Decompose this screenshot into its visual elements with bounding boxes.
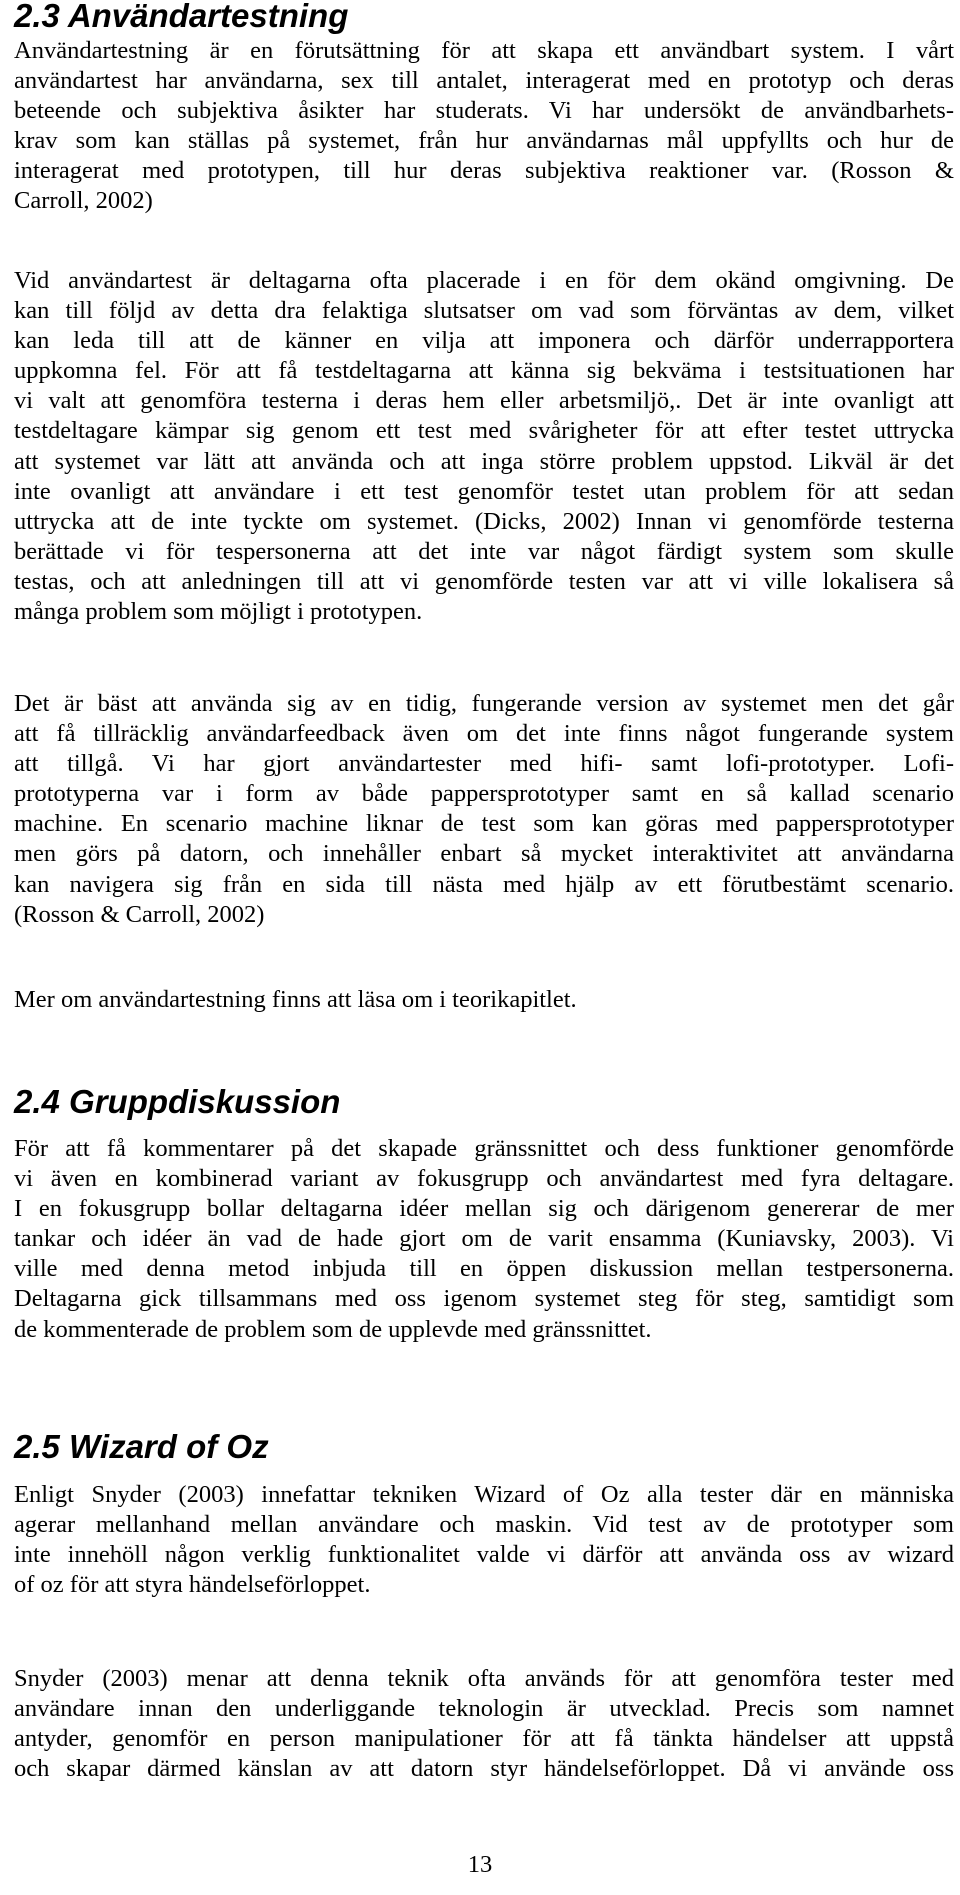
text-line: inte innehöll någon verklig funktionalitet valde vi därför att använda oss av wizard (14, 1541, 954, 1569)
text-line: vi valt att genomföra testerna i deras hem eller arbetsmiljö,. Det är inte ovanligt att (14, 387, 954, 415)
text-line: testdeltagare kämpar sig genom ett test med svårigheter för att efter testet uttrycka (14, 417, 954, 445)
text-line: kan till följd av detta dra felaktiga slutsatser om vad som förväntas av dem, vilket (14, 297, 954, 325)
text-line: Användartestning är en förutsättning för att skapa ett användbart system. I vårt (14, 37, 954, 64)
text-line: Deltagarna gick tillsammans med oss igenom systemet steg för steg, samtidigt som (14, 1285, 954, 1313)
text-line: Mer om användartestning finns att läsa om i teorikapitlet. (14, 986, 577, 1013)
text-line: krav som kan ställas på systemet, från hur användarnas mål uppfyllts och hur de (14, 127, 954, 155)
text-line: de kommenterade de problem som de upplevde med gränssnittet. (14, 1315, 652, 1343)
text-line: kan navigera sig från en sida till nästa med hjälp av ett förutbestämt scenario. (14, 870, 954, 898)
text-line: Carroll, 2002) (14, 187, 153, 215)
text-line: och skapar därmed känslan av att datorn styr händelseförloppet. Då vi använde oss (14, 1755, 954, 1783)
paragraph (14, 985, 954, 1015)
text-line: uppkomna fel. För att få testdeltagarna att känna sig bekväma i testsituationen har (14, 357, 954, 385)
text-line: Enligt Snyder (2003) innefattar tekniken Wizard of Oz alla tester där en människa (14, 1481, 954, 1508)
section-heading: 2.3 Användartestning (14, 0, 349, 34)
text-line: att tillgå. Vi har gjort användartester med hifi- samt lofi-prototyper. Lofi- (14, 750, 954, 778)
text-line: interagerat med prototypen, till hur deras subjektiva reaktioner var. (Rosson & (14, 157, 954, 185)
text-line: användare innan den underliggande teknologin är utvecklad. Precis som namnet (14, 1695, 954, 1723)
text-line: Det är bäst att använda sig av en tidig, fungerande version av systemet men det går (14, 690, 954, 717)
text-line: För att få kommentarer på det skapade gränssnittet och dess funktioner genomförde (14, 1135, 954, 1162)
text-line: prototyperna var i form av både pappersprototyper samt en så kallad scenario (14, 780, 954, 808)
paragraph (14, 689, 954, 930)
text-line: machine. En scenario machine liknar de test som kan göras med pappersprototyper (14, 810, 954, 838)
text-line: Snyder (2003) menar att denna teknik ofta används för att genomföra tester med (14, 1665, 954, 1692)
text-line: ville med denna metod inbjuda till en öppen diskussion mellan testpersonerna. (14, 1255, 954, 1283)
paragraph (14, 1134, 954, 1345)
text-line: antyder, genomför en person manipulationer för att få tänkta händelser att uppstå (14, 1725, 954, 1753)
text-line: agerar mellanhand mellan användare och maskin. Vid test av de prototyper som (14, 1511, 954, 1539)
text-line: (Rosson & Carroll, 2002) (14, 900, 265, 928)
text-line: berättade vi för tespersonerna att det inte var något färdigt system som skulle (14, 537, 954, 565)
text-line: tankar och idéer än vad de hade gjort om de varit ensamma (Kuniavsky, 2003). Vi (14, 1225, 954, 1253)
section-heading: 2.5 Wizard of Oz (14, 1428, 269, 1465)
text-line: att få tillräcklig användarfeedback även om det inte finns något fungerande system (14, 720, 954, 748)
text-line: beteende och subjektiva åsikter har studerats. Vi har undersökt de användbarhets- (14, 97, 954, 125)
text-line: användartest har användarna, sex till antalet, interagerat med en prototyp och deras (14, 67, 954, 95)
text-line: I en fokusgrupp bollar deltagarna idéer mellan sig och därigenom genererar de mer (14, 1195, 954, 1223)
text-line: of oz för att styra händelseförloppet. (14, 1571, 371, 1599)
text-line: vi även en kombinerad variant av fokusgrupp och användartest med fyra deltagare. (14, 1165, 954, 1193)
text-line: men görs på datorn, och innehåller enbart så mycket interaktivitet att användarna (14, 840, 954, 868)
text-line: många problem som möjligt i prototypen. (14, 598, 423, 626)
text-line: Vid användartest är deltagarna ofta placerade i en för dem okänd omgivning. De (14, 267, 954, 294)
text-line: inte ovanligt att användare i ett test genomför testet utan problem för att sedan (14, 477, 954, 505)
paragraph (14, 36, 954, 217)
paragraph (14, 1664, 954, 1784)
paragraph (14, 266, 954, 627)
text-line: att systemet var lätt att använda och att inga större problem uppstod. Likväl är det (14, 447, 954, 475)
page-number: 13 (467, 1851, 493, 1878)
paragraph (14, 1480, 954, 1600)
section-heading: 2.4 Gruppdiskussion (14, 1083, 341, 1120)
text-line: uttrycka att de inte tyckte om systemet. (Dicks, 2002) Innan vi genomförde testerna (14, 507, 954, 535)
text-line: testas, och att anledningen till att vi genomförde testen var att vi ville lokalisera så (14, 567, 954, 595)
text-line: kan leda till att de känner en vilja att imponera och därför underrapportera (14, 327, 954, 355)
